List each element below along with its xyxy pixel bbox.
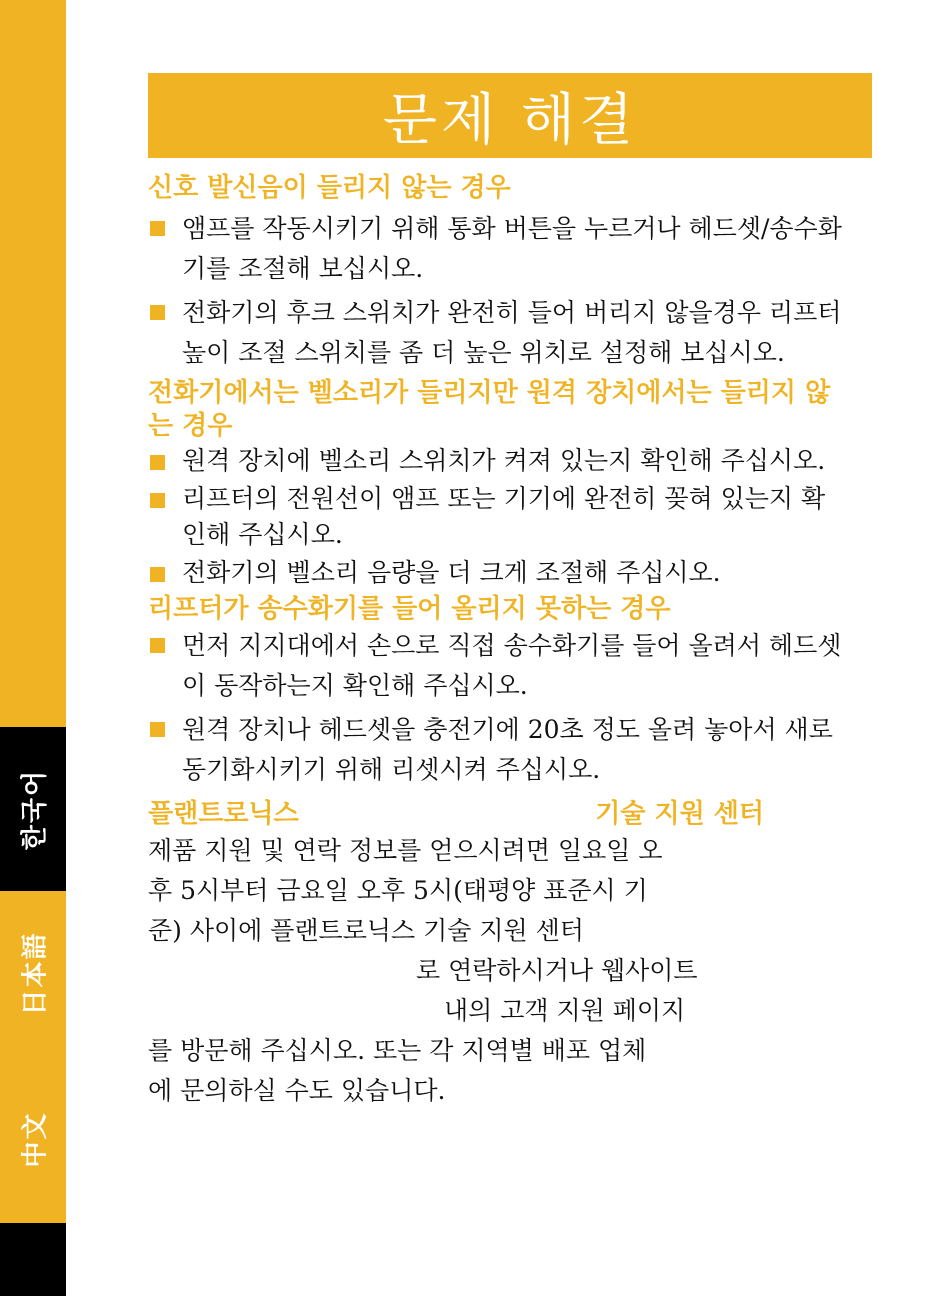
list-item [148, 443, 848, 479]
support-heading [148, 798, 764, 831]
square-bullet-icon [150, 722, 165, 737]
support-line: 에 문의하실 수도 있습니다. [148, 1076, 446, 1105]
section-list-no-remote-ring [148, 443, 848, 591]
side-tab-blank-top [0, 0, 66, 727]
support-line: 준) 사이에 플랜트로닉스 기술 지원 센터 [148, 916, 584, 945]
side-tab-chinese[interactable] [0, 1055, 66, 1223]
side-tab-chinese-label: 中文 [20, 1110, 51, 1168]
square-bullet-icon [150, 638, 165, 653]
list-item-text: 원격 장치에 벨소리 스위치가 켜져 있는지 확인해 주십시오. [182, 446, 826, 475]
page-title: 문제 해결 [382, 87, 638, 153]
support-line: 제품 지원 및 연락 정보를 얻으시려면 일요일 오 [148, 836, 663, 865]
square-bullet-icon [150, 455, 165, 470]
list-item-text: 먼저 지지대에서 손으로 직접 송수화기를 들어 올려서 헤드셋이 동작하는지 확인해 주십시오. [182, 631, 842, 700]
list-item [148, 209, 848, 289]
list-item [148, 481, 848, 553]
side-tab-japanese-label: 日本語 [20, 930, 51, 1016]
support-line: 후 5시부터 금요일 오후 5시(태평양 표준시 기 [148, 876, 648, 905]
section-list-lifter-fails [148, 626, 848, 790]
square-bullet-icon [150, 221, 165, 236]
support-heading-center: 기술 지원 센터 [595, 799, 764, 829]
list-item-text: 앰프를 작동시키기 위해 통화 버튼을 누르거나 헤드셋/송수화기를 조절해 보십시오. [182, 214, 842, 283]
support-paragraph [148, 831, 838, 1111]
side-tab-korean-label: 한국어 [20, 768, 51, 850]
list-item-text: 리프터의 전원선이 앰프 또는 기기에 완전히 꽂혀 있는지 확인해 주십시오. [182, 484, 826, 549]
title-bar [148, 73, 872, 158]
square-bullet-icon [150, 493, 165, 508]
support-line: 로 연락하시거나 웹사이트 [416, 956, 698, 985]
section-heading-no-remote-ring: 전화기에서는 벨소리가 들리지만 원격 장치에서는 들리지 않는 경우 [148, 378, 831, 441]
list-item-text: 원격 장치나 헤드셋을 충전기에 20초 정도 올려 놓아서 새로 동기화시키기 위해 리셋시켜 주십시오. [182, 715, 833, 784]
section-heading-no-dial-tone: 신호 발신음이 들리지 않는 경우 [148, 173, 511, 203]
list-item [148, 293, 848, 373]
square-bullet-icon [150, 305, 165, 320]
side-tab-blank-bottom [0, 1223, 66, 1296]
support-heading-brand: 플랜트로닉스 [148, 799, 299, 829]
side-tab-korean[interactable] [0, 727, 66, 891]
list-item-text: 전화기의 벨소리 음량을 더 크게 조절해 주십시오. [182, 558, 721, 587]
side-tab-japanese[interactable] [0, 891, 66, 1055]
list-item-text: 전화기의 후크 스위치가 완전히 들어 버리지 않을경우 리프터 높이 조절 스위치를 좀 더 높은 위치로 설정해 보십시오. [182, 298, 842, 367]
troubleshooting-content [148, 172, 848, 1111]
section-list-no-dial-tone [148, 209, 848, 373]
support-line: 내의 고객 지원 페이지 [444, 996, 686, 1025]
section-heading-lifter-fails: 리프터가 송수화기를 들어 올리지 못하는 경우 [148, 594, 671, 624]
support-line: 를 방문해 주십시오. 또는 각 지역별 배포 업체 [148, 1036, 647, 1065]
list-item [148, 626, 848, 706]
list-item [148, 710, 848, 790]
square-bullet-icon [150, 567, 165, 582]
list-item [148, 555, 848, 591]
